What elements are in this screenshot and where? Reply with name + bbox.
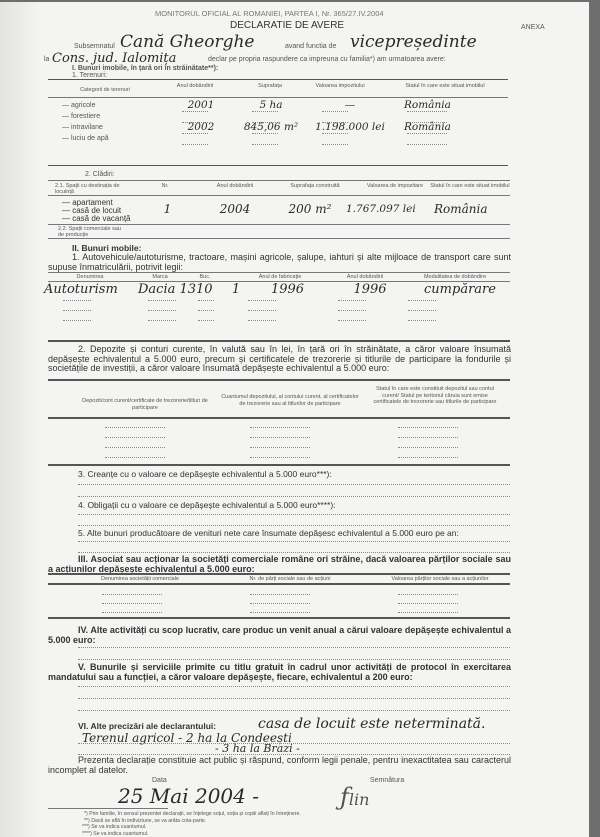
closing-statement: Prezenta declarație constituie act public și răspund, conform legii penale, pentru inexactitatea sau caracterul incomplet al datelor. (48, 755, 511, 775)
declaration-date: 25 Mai 2004 - (118, 784, 259, 808)
obligatii-text: 4. Obligații cu o valoare ce depășește echivalentul a 5.000 euro****): (78, 500, 336, 510)
land-value: 2001 (187, 99, 215, 111)
building-value: România (434, 202, 488, 216)
declar-text: declar pe propria raspundere ca impreuna cu familia*) am urmatoarea avere: (208, 56, 446, 63)
building-type: — apartament (62, 198, 113, 207)
column-header: Valoarea părților sociale sau a acțiunilor (391, 576, 489, 582)
land-value: 1.198.000 lei (315, 121, 385, 133)
column-header: Denumirea societății comerciale (101, 576, 179, 582)
alte-bunuri-text: 5. Alte bunuri producătoare de venituri nete care însumate depășesc echivalentul a 5.000 euro pe an: (78, 528, 459, 538)
subsemnatul-label: Subsemnatul (74, 43, 115, 50)
terenuri-title: 1. Terenuri: (72, 72, 107, 79)
land-category: — forestiere (62, 113, 101, 120)
remark-line-2: Terenul agricol - 2 ha la Condeești (82, 731, 292, 745)
land-value: 2002 (187, 121, 215, 133)
section-1-title: I. Bunuri imobile, în țară ori în străinătate**): (72, 65, 219, 72)
column-header: Valoarea de impozitare (366, 183, 424, 189)
column-header: Anul dobândirii (346, 274, 384, 280)
land-value: 5 ha (259, 99, 283, 111)
column-header: Modalitatea de dobândire (423, 274, 487, 280)
document-title: DECLARATIE DE AVERE (230, 20, 345, 31)
column-header: Nr. (161, 183, 169, 189)
column-header: Statul în care este situat imobilul (430, 183, 510, 189)
spatii-comerciale-label: 2.2. Spații comerciale sau de producție (58, 226, 121, 238)
column-header: Categorii de terenuri (80, 87, 130, 93)
date-label: Data (152, 777, 167, 784)
building-type: — casă de vacanță (62, 214, 131, 223)
column-header: Cuantumul depozitului, al contului curent, al certificatelor de trezorerie sau al titlurilor de participare (221, 394, 359, 407)
building-value: 200 m² (288, 202, 332, 216)
creante-text: 3. Creanțe cu o valoare ce depășește echivalentul a 5.000 euro***): (78, 469, 332, 479)
vehicle-value: 1996 (270, 282, 305, 297)
vehicle-value: 1996 (353, 282, 387, 297)
building-type: — casă de locuit (62, 206, 122, 215)
remark-line-1: casa de locuit este neterminată. (258, 716, 486, 732)
column-header: Depozit/cont curent/certificate de trezorerie/titluri de participare (82, 398, 208, 411)
land-value: România (404, 99, 451, 111)
section-5-title: V. Bunurile și serviciile primite cu titlu gratuit în cadrul unor activități de protocol în exercitarea mandatului sau a funcției, a căror valoare depășește, fiecare, echivalentul a 200 euro: (48, 662, 511, 682)
land-category: — agricole (62, 102, 96, 109)
column-header: Denumirea (76, 274, 104, 280)
column-header: Anul de fabricație (258, 274, 302, 280)
vehicle-value: 1 (231, 282, 241, 297)
land-value: România (404, 121, 451, 133)
land-category: — luciu de apă (62, 135, 109, 142)
institution: Cons. jud. Ialomița (52, 51, 177, 66)
declarant-function: vicepreședinte (350, 32, 477, 52)
section-3-title: III. Asociat sau acționar la societăți comerciale române ori străine, dacă valoarea părților sociale sau a acțiunilor depășește echivalentul a 5.000 euro: (48, 554, 511, 574)
declaration-page (0, 2, 589, 837)
cladiri-title: 2. Clădiri: (85, 171, 115, 178)
land-value: — (344, 99, 356, 111)
la-label: la (44, 56, 50, 63)
annex-label: ANEXA (521, 24, 545, 31)
remark-line-3: - 3 ha la Brazi - (215, 742, 300, 755)
land-value: 845,06 m² (243, 121, 299, 133)
column-header: Statul în care este situat imobilul (405, 83, 485, 89)
column-header: Valoarea impozitului (315, 83, 365, 89)
footnote: ***) Se va indica cuantumul. (82, 824, 147, 830)
land-category: — intravilane (62, 124, 103, 131)
column-header: Anul dobândirii (176, 83, 214, 89)
section-6-title: VI. Alte precizări ale declarantului: (78, 721, 217, 731)
column-header: Anul dobândirii (216, 183, 254, 189)
vehicle-value: Dacia 1310 (138, 282, 213, 297)
column-header: Buc. (199, 274, 211, 280)
building-value: 2004 (219, 202, 251, 216)
footnote: ****) Se va indica cuantumul. (82, 830, 149, 837)
column-header: Statul în care este constituit depozitul sau contul curent/ Statul pe teritoriul căruia sunt emise certificatele de trezorerie sau titlurile de participare (373, 386, 497, 405)
column-header: Marca (152, 274, 168, 280)
column-header: Suprafața (258, 83, 282, 89)
building-value: 1 (163, 202, 172, 216)
building-value: 1.767.097 lei (346, 203, 416, 215)
vehicle-value: Autoturism (44, 282, 118, 297)
page-header: MONITORUL OFICIAL AL ROMANIEI, PARTEA I, Nr. 365/27.IV.2004 (155, 9, 384, 18)
scan-edge (0, 2, 40, 837)
vehicle-value: cumpărare (424, 282, 496, 297)
footnote: **) Dacă se află în indiviziune, se va arăta cota-parte. (84, 817, 207, 824)
deposits-text: 2. Depozite și conturi curente, în valută sau în lei, în țară ori în străinătate, a căror valoare însumată depășește echivalentul a 5.000 euro, precum și certificatele de trezorerie și titlurile de participare la fondurile și societățile de investiții, a căror valoare însumată depășește echivalentul a 5.000 euro: (48, 344, 511, 374)
column-header: Suprafața construită (290, 183, 340, 189)
section-2-title: II. Bunuri mobile: (72, 243, 142, 253)
section-4-title: IV. Alte activități cu scop lucrativ, care produc un venit anual a cărui valoare depășește echivalentul a 5.000 euro: (48, 625, 511, 645)
signature: ƒlin (340, 783, 370, 811)
declarant-name: Cană Gheorghe (120, 32, 255, 52)
column-header: Nr. de părți sociale sau de acțiuni (249, 576, 331, 582)
vehicles-text: 1. Autovehicule/autoturisme, tractoare, mașini agricole, șalupe, iahturi și alte mijloace de transport care sunt supuse înmatriculării, potrivit legii: (48, 252, 511, 272)
column-header: 2.1. Spații cu destinația de locuință (55, 183, 120, 195)
function-label: avand functia de (285, 43, 337, 50)
signature-label: Semnătura (370, 777, 405, 784)
footnote: *) Prin familie, în sensul prezentei declarații, se înțelege soțul, soția și copiii aflați în întreținere. (84, 811, 301, 817)
